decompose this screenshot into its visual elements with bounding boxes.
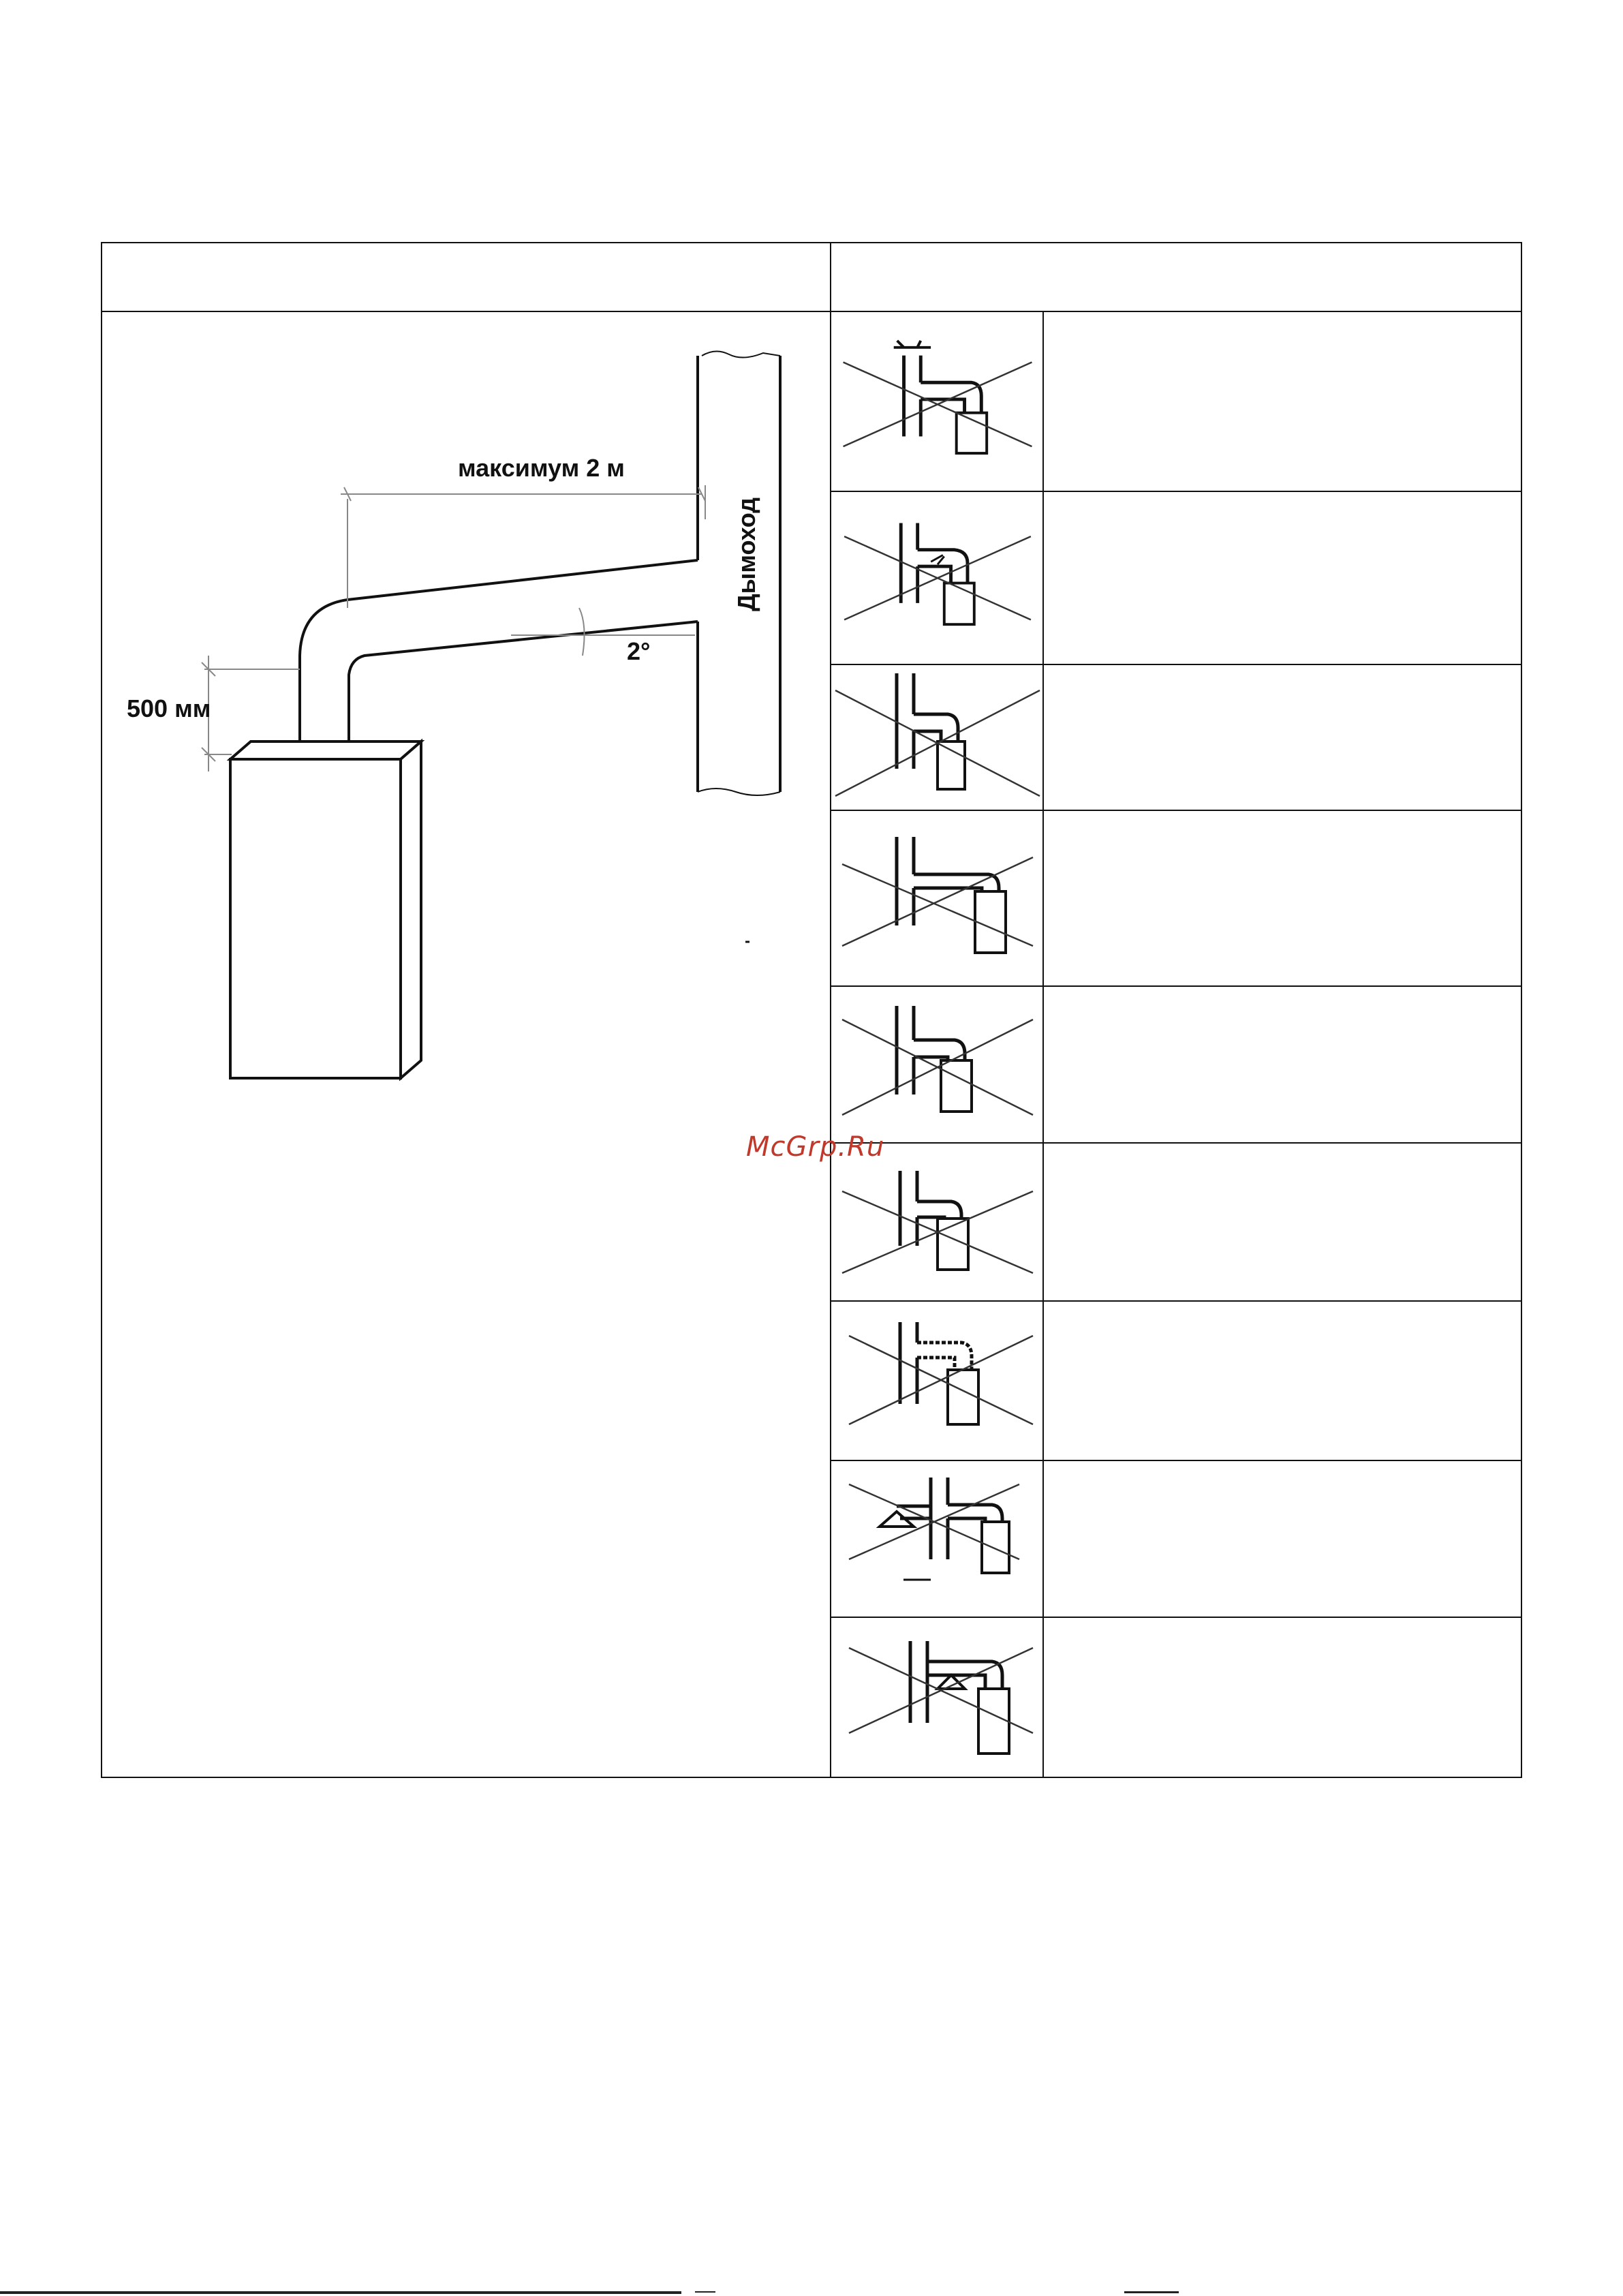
slope-label: 2° [627,637,651,665]
row-divider [830,1460,1522,1461]
incorrect-example-1 [833,335,1042,457]
bottom-edge-fragment [0,2291,681,2294]
incorrect-example-2 [833,510,1042,630]
incorrect-example-image [833,335,1042,457]
chimney-label: Дымоход [732,497,760,611]
row-divider [830,985,1522,987]
bottom-edge-fragment [695,2291,715,2293]
incorrect-example-image [833,1621,1042,1771]
incorrect-example-image [833,667,1042,803]
incorrect-example-image [833,1150,1042,1295]
incorrect-example-image [833,816,1042,980]
incorrect-example-image [833,1464,1042,1611]
table-header-divider [101,311,1522,312]
row-divider [830,1300,1522,1302]
incorrect-example-8 [833,1464,1042,1611]
incorrect-example-6 [833,1150,1042,1295]
row-divider [830,810,1522,811]
row-divider [830,491,1522,492]
incorrect-example-7 [833,1308,1042,1454]
bottom-edge-fragment [1124,2291,1179,2293]
row-divider [830,1142,1522,1144]
incorrect-example-3 [833,667,1042,803]
watermark: McGrp.Ru [746,1131,885,1163]
row-divider [830,1617,1522,1618]
incorrect-example-9 [833,1621,1042,1771]
incorrect-example-5 [833,992,1042,1138]
height-label: 500 мм [127,694,211,722]
incorrect-example-4 [833,816,1042,980]
table-subcolumn-divider [1042,312,1044,1778]
incorrect-example-image [833,1308,1042,1454]
incorrect-example-image [833,510,1042,630]
installation-diagram [102,315,831,1133]
row-divider [830,664,1522,665]
max-length-dimension [341,485,705,608]
boiler [230,741,421,1078]
max-length-label: максимум 2 м [458,454,625,482]
incorrect-example-image [833,992,1042,1138]
